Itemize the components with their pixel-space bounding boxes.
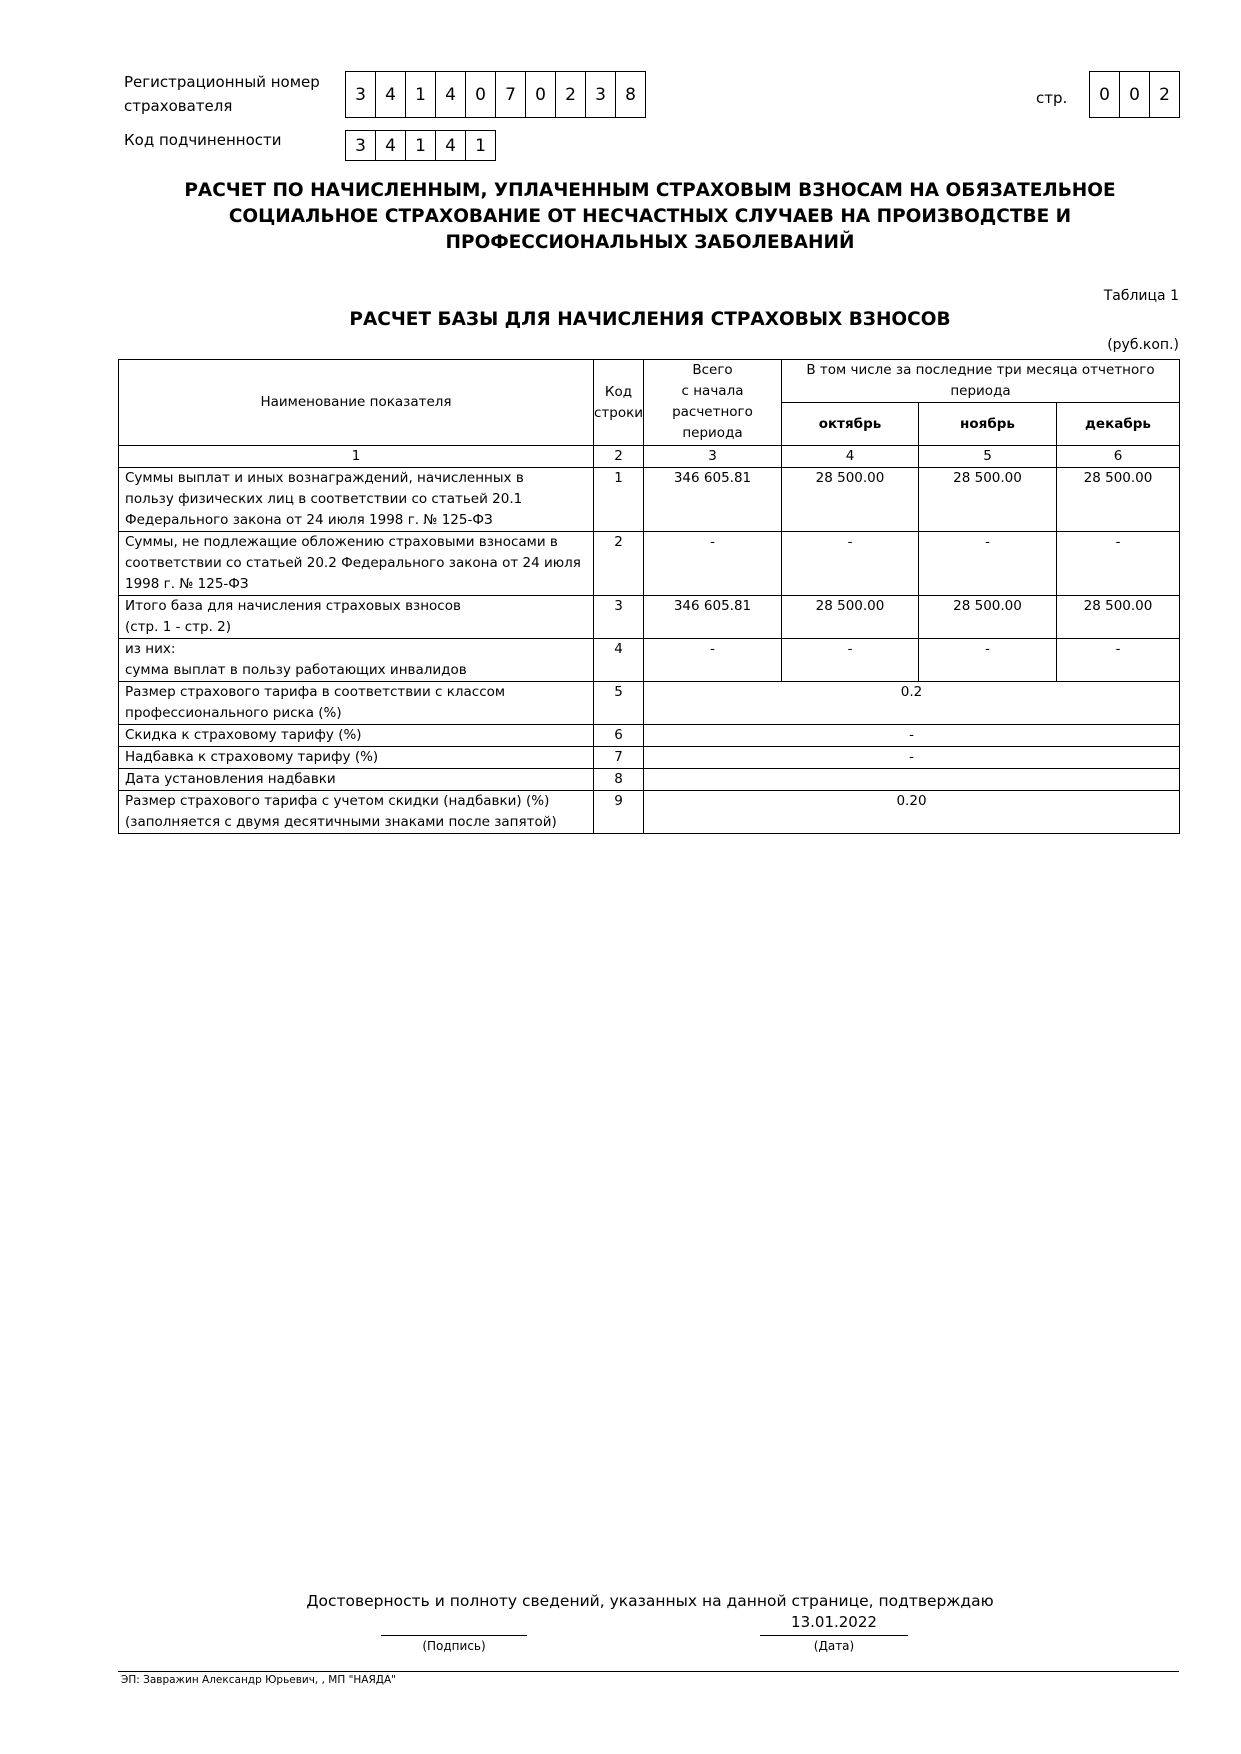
reg-number-label: Регистрационный номер страхователя: [124, 73, 320, 115]
row-name: [119, 468, 594, 532]
row-name: [119, 747, 594, 769]
col-number: 4: [782, 446, 919, 468]
digit-cell: 3: [585, 71, 616, 118]
row-name-line: соответствии со статьей 20.2 Федерального закона от 24 июля: [125, 555, 581, 571]
row-total: -: [644, 639, 782, 682]
row-december: -: [1057, 639, 1180, 682]
col-number: 3: [644, 446, 782, 468]
row-total: -: [644, 532, 782, 596]
digit-cell: 7: [495, 71, 526, 118]
row-code: 2: [594, 532, 644, 596]
col-number: 5: [919, 446, 1057, 468]
row-total: 346 605.81: [644, 468, 782, 532]
electronic-signature-info: ЭП: Завражин Александр Юрьевич, , МП "НАЯДА": [121, 1674, 396, 1686]
table-row: [119, 682, 1180, 725]
row-october: 28 500.00: [782, 596, 919, 639]
header-month-december: декабрь: [1057, 403, 1180, 446]
col-number: 6: [1057, 446, 1180, 468]
row-name-line: Суммы, не подлежащие обложению страховыми взносами в: [125, 534, 558, 550]
date-value: 13.01.2022: [791, 1613, 877, 1631]
row-name-line: из них:: [125, 641, 176, 657]
row-name: [119, 725, 594, 747]
row-october: 28 500.00: [782, 468, 919, 532]
subordination-label: Код подчиненности: [124, 131, 282, 149]
row-code: 7: [594, 747, 644, 769]
col-number: 2: [594, 446, 644, 468]
row-november: -: [919, 639, 1057, 682]
digit-cell: 1: [405, 130, 436, 161]
table-row: [119, 639, 1180, 682]
table-row: [119, 769, 1180, 791]
row-name-line: сумма выплат в пользу работающих инвалидов: [125, 662, 467, 678]
confirmation-text: Достоверность и полноту сведений, указанных на данной странице, подтверждаю: [306, 1592, 994, 1610]
row-december: 28 500.00: [1057, 468, 1180, 532]
row-value: -: [644, 747, 1180, 769]
digit-cell: 2: [1149, 71, 1180, 118]
row-name-line: Федерального закона от 24 июля 1998 г. № 125-ФЗ: [125, 512, 493, 528]
table-row: [119, 532, 1180, 596]
table-row: [119, 725, 1180, 747]
digit-cell: 0: [525, 71, 556, 118]
date-caption: (Дата): [813, 1639, 855, 1653]
row-code: 9: [594, 791, 644, 834]
units-label: (руб.коп.): [1107, 337, 1179, 353]
row-name-line: (заполняется с двумя десятичными знаками после запятой): [125, 814, 557, 830]
row-december: 28 500.00: [1057, 596, 1180, 639]
signature-line: [381, 1635, 527, 1636]
row-name-line: Итого база для начисления страховых взносов: [125, 598, 461, 614]
row-total: 346 605.81: [644, 596, 782, 639]
row-name-line: профессионального риска (%): [125, 705, 342, 721]
row-name-line: (стр. 1 - стр. 2): [125, 619, 232, 635]
row-name: [119, 532, 594, 596]
row-code: 6: [594, 725, 644, 747]
row-value: 0.2: [644, 682, 1180, 725]
header-code: Код строки: [594, 360, 644, 446]
digit-cell: 4: [375, 130, 406, 161]
digit-cell: 8: [615, 71, 646, 118]
row-name: [119, 596, 594, 639]
header-month-october: октябрь: [782, 403, 919, 446]
col-number: 1: [119, 446, 594, 468]
row-value: 0.20: [644, 791, 1180, 834]
subordination-code-cells: [345, 130, 496, 161]
row-name-line: 1998 г. № 125-ФЗ: [125, 576, 249, 592]
row-code: 3: [594, 596, 644, 639]
row-december: -: [1057, 532, 1180, 596]
date-line: [760, 1635, 908, 1636]
page-number-cells: [1089, 71, 1180, 118]
row-value: -: [644, 725, 1180, 747]
digit-cell: 0: [465, 71, 496, 118]
digit-cell: 4: [375, 71, 406, 118]
row-code: 1: [594, 468, 644, 532]
digit-cell: 3: [345, 130, 376, 161]
row-value: [644, 769, 1180, 791]
header-months-group: В том числе за последние три месяца отчетного периода: [782, 360, 1180, 403]
row-november: -: [919, 532, 1057, 596]
row-name: [119, 682, 594, 725]
table-row: [119, 596, 1180, 639]
page-label: стр.: [1036, 89, 1068, 107]
table-title: РАСЧЕТ БАЗЫ ДЛЯ НАЧИСЛЕНИЯ СТРАХОВЫХ ВЗНОСОВ: [349, 309, 951, 330]
document-title: РАСЧЕТ ПО НАЧИСЛЕННЫМ, УПЛАЧЕННЫМ СТРАХОВЫМ ВЗНОСАМ НА ОБЯЗАТЕЛЬНОЕ СОЦИАЛЬНОЕ СТРАХОВАНИЕ ОТ НЕСЧАСТНЫХ СЛУЧАЕВ НА ПРОИЗВОДСТВЕ И ПРОФЕССИОНАЛЬНЫХ ЗАБОЛЕВАНИЙ: [184, 180, 1116, 253]
row-name: [119, 639, 594, 682]
header-month-november: ноябрь: [919, 403, 1057, 446]
row-name-line: Надбавка к страховому тарифу (%): [125, 749, 379, 765]
base-calculation-table: [118, 359, 1180, 834]
digit-cell: 1: [405, 71, 436, 118]
row-october: -: [782, 639, 919, 682]
row-name-line: Скидка к страховому тарифу (%): [125, 727, 362, 743]
row-name: [119, 769, 594, 791]
column-number-row: [119, 446, 1180, 468]
footer-divider: [118, 1671, 1179, 1672]
row-code: 4: [594, 639, 644, 682]
row-name-line: Размер страхового тарифа в соответствии с классом: [125, 684, 506, 700]
digit-cell: 0: [1119, 71, 1150, 118]
row-november: 28 500.00: [919, 468, 1057, 532]
signature-caption: (Подпись): [422, 1639, 486, 1653]
digit-cell: 3: [345, 71, 376, 118]
table-row: [119, 791, 1180, 834]
header-total: Всего с начала расчетного периода: [644, 360, 782, 446]
row-november: 28 500.00: [919, 596, 1057, 639]
row-name-line: Размер страхового тарифа с учетом скидки (надбавки) (%): [125, 793, 550, 809]
digit-cell: 4: [435, 130, 466, 161]
row-code: 8: [594, 769, 644, 791]
digit-cell: 0: [1089, 71, 1120, 118]
table-row: [119, 468, 1180, 532]
digit-cell: 2: [555, 71, 586, 118]
digit-cell: 1: [465, 130, 496, 161]
table-row: [119, 747, 1180, 769]
row-name: [119, 791, 594, 834]
row-name-line: Суммы выплат и иных вознаграждений, начисленных в: [125, 470, 524, 486]
header-name: Наименование показателя: [119, 360, 594, 446]
row-name-line: Дата установления надбавки: [125, 771, 336, 787]
row-october: -: [782, 532, 919, 596]
row-name-line: пользу физических лиц в соответствии со статьей 20.1: [125, 491, 523, 507]
row-code: 5: [594, 682, 644, 725]
table-number: Таблица 1: [1103, 288, 1179, 304]
digit-cell: 4: [435, 71, 466, 118]
reg-number-cells: [345, 71, 646, 118]
